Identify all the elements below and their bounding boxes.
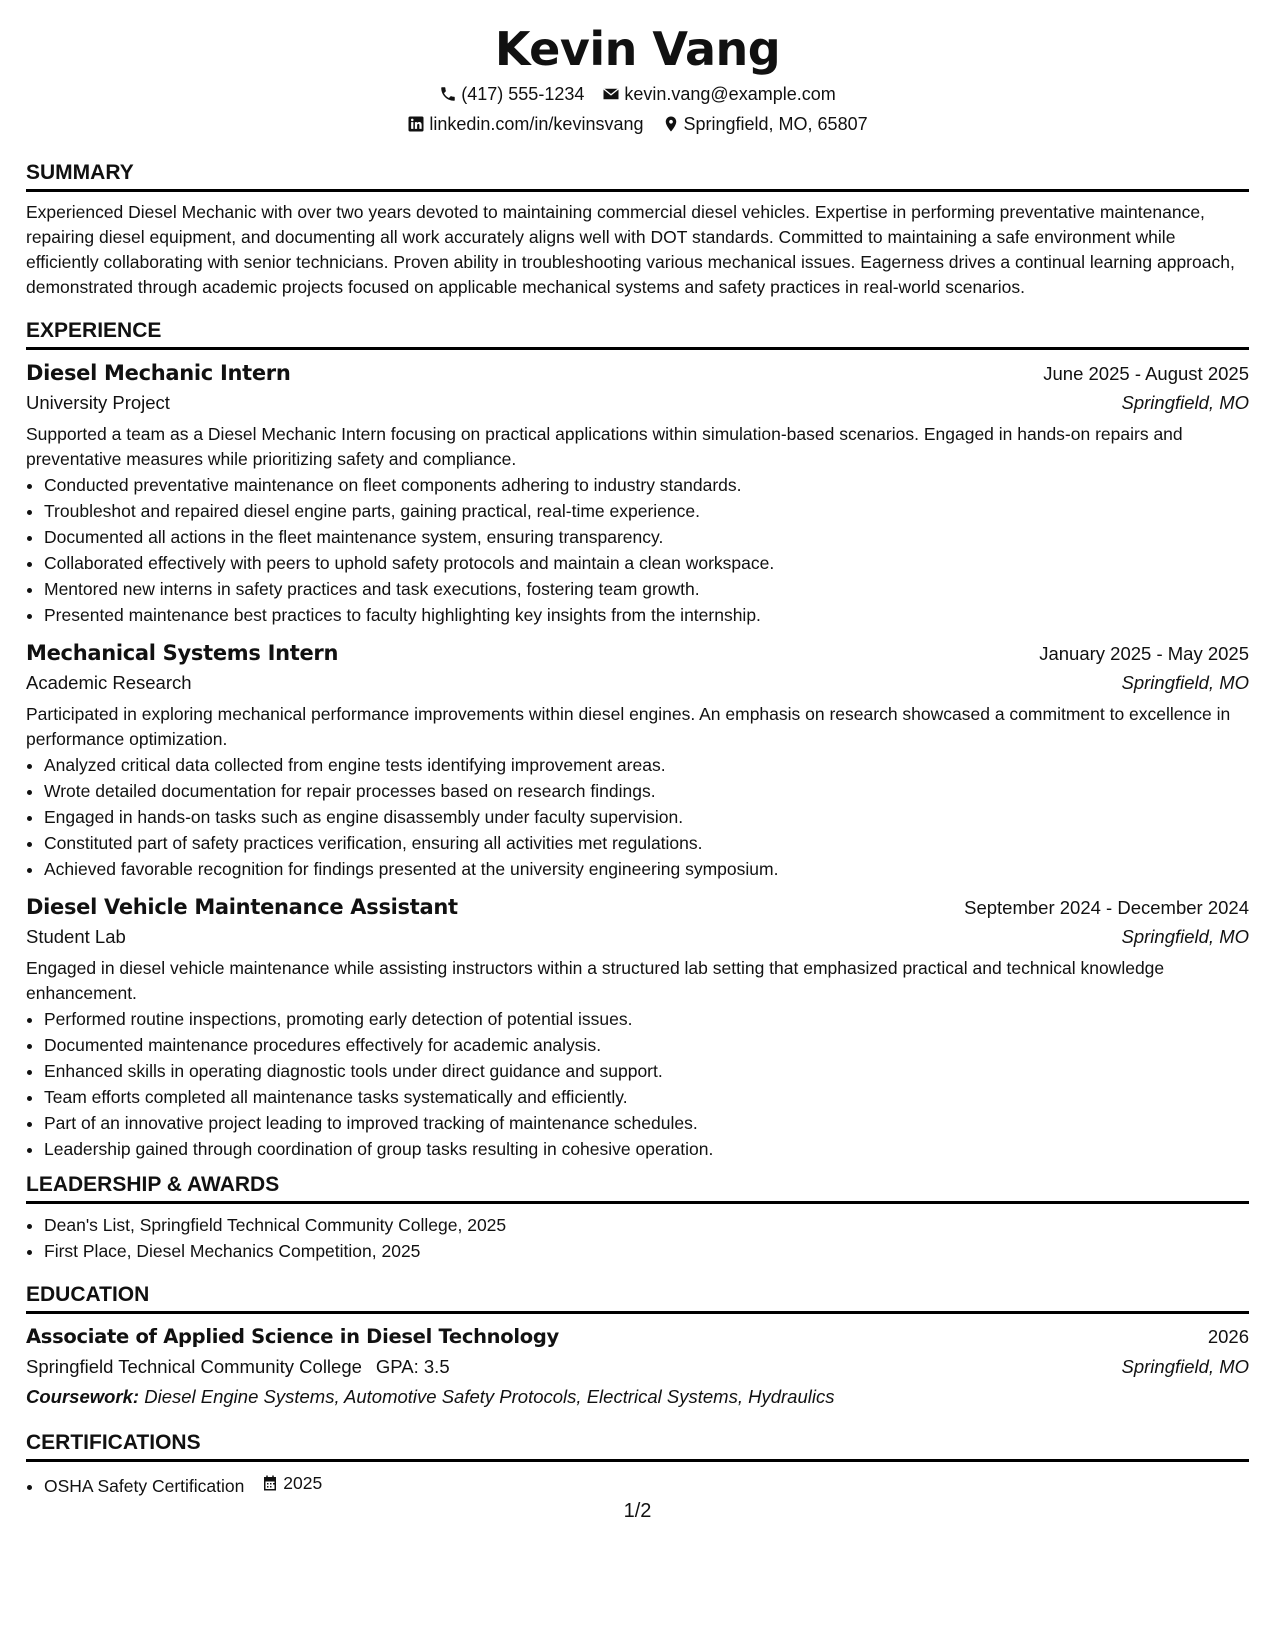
list-item: • Enhanced skills in operating diagnostic tools under direct guidance and support. xyxy=(44,1058,1249,1084)
contact-email[interactable] xyxy=(602,82,835,106)
list-item: • Engaged in hands-on tasks such as engine disassembly under faculty supervision. xyxy=(44,804,1249,830)
list-item: • First Place, Diesel Mechanics Competition, 2025 xyxy=(44,1238,1249,1264)
education-heading: EDUCATION xyxy=(26,1282,1249,1314)
experience-heading: EXPERIENCE xyxy=(26,318,1249,350)
list-item: • Dean's List, Springfield Technical Community College, 2025 xyxy=(44,1212,1249,1238)
contact-linkedin[interactable] xyxy=(407,112,643,136)
linkedin-icon xyxy=(407,115,425,133)
education-school-line xyxy=(26,1352,450,1382)
list-item: • Collaborated effectively with peers to uphold safety protocols and maintain a clean workspace. xyxy=(44,550,1249,576)
leadership-section xyxy=(26,1172,1249,1264)
location-text: Springfield, MO, 65807 xyxy=(683,114,868,134)
map-pin-icon xyxy=(662,115,680,133)
list-item: • Presented maintenance best practices to faculty highlighting key insights from the internship. xyxy=(44,602,1249,628)
resume-page xyxy=(26,0,1249,1499)
calendar-icon xyxy=(261,1474,279,1492)
phone-icon xyxy=(439,85,457,103)
education-school: Springfield Technical Community College xyxy=(26,1356,362,1377)
list-item: • Documented maintenance procedures effectively for academic analysis. xyxy=(44,1032,1249,1058)
education-location: Springfield, MO xyxy=(1121,1356,1249,1377)
linkedin-text[interactable]: linkedin.com/in/kevinsvang xyxy=(429,114,644,134)
list-item: • Troubleshot and repaired diesel engine parts, gaining practical, real-time experience. xyxy=(44,498,1249,524)
job-description: Supported a team as a Diesel Mechanic Intern focusing on practical applications within simulation-based scenarios. Engaged in hands-on repairs and preventative measures while prioritizing safety and compliance. xyxy=(26,424,1183,469)
job-dates: January 2025 - May 2025 xyxy=(1039,643,1249,664)
experience-section xyxy=(26,318,1249,1162)
job-organization: University Project xyxy=(26,392,170,413)
job-location: Springfield, MO xyxy=(1121,392,1249,413)
job-entry xyxy=(26,892,1249,1162)
summary-text: Experienced Diesel Mechanic with over two years devoted to maintaining commercial diesel vehicles. Expertise in performing preventative maintenance, repairing diesel equipment, and documenting all work accurately aligns well with DOT standards. Committed to maintaining a safe environment while efficiently collaborating with senior technicians. Proven ability in troubleshooting various mechanical issues. Eagerness drives a continual learning approach, demonstrated through academic projects focused on applicable mechanical systems and safety practices in real-world scenarios. xyxy=(26,202,1235,297)
certifications-list xyxy=(26,1470,1249,1499)
job-dates: June 2025 - August 2025 xyxy=(1043,363,1249,384)
list-item: • Constituted part of safety practices verification, ensuring all activities met regulations. xyxy=(44,830,1249,856)
education-section xyxy=(26,1282,1249,1412)
job-bullets xyxy=(26,472,1249,628)
list-item: • Wrote detailed documentation for repair processes based on research findings. xyxy=(44,778,1249,804)
job-location: Springfield, MO xyxy=(1121,672,1249,693)
education-year: 2026 xyxy=(1207,1326,1249,1347)
job-description: Engaged in diesel vehicle maintenance while assisting instructors within a structured lab setting that emphasized practical and technical knowledge enhancement. xyxy=(26,958,1165,1003)
contact-location xyxy=(662,112,868,136)
coursework-text: Diesel Engine Systems, Automotive Safety Protocols, Electrical Systems, Hydraulics xyxy=(144,1386,835,1407)
certifications-section xyxy=(26,1430,1249,1499)
page-number: 1/2 xyxy=(623,1500,652,1522)
education-degree: Associate of Applied Science in Diesel Technology xyxy=(26,1325,559,1348)
summary-heading: SUMMARY xyxy=(26,160,1249,192)
list-item: • Part of an innovative project leading to improved tracking of maintenance schedules. xyxy=(44,1110,1249,1136)
job-description: Participated in exploring mechanical performance improvements within diesel engines. An emphasis on research showcased a commitment to excellence in performance optimization. xyxy=(26,704,1231,749)
list-item: • Analyzed critical data collected from engine tests identifying improvement areas. xyxy=(44,752,1249,778)
job-dates: September 2024 - December 2024 xyxy=(964,897,1249,918)
contact-row-2 xyxy=(26,112,1249,136)
candidate-name: Kevin Vang xyxy=(494,22,781,76)
list-item: • Leadership gained through coordination of group tasks resulting in cohesive operation. xyxy=(44,1136,1249,1162)
certification-name: OSHA Safety Certification xyxy=(44,1476,245,1496)
list-item: • Performed routine inspections, promoting early detection of potential issues. xyxy=(44,1006,1249,1032)
certifications-heading: CERTIFICATIONS xyxy=(26,1430,1249,1462)
job-organization: Academic Research xyxy=(26,672,192,693)
job-location: Springfield, MO xyxy=(1121,926,1249,947)
list-item xyxy=(44,1470,1249,1499)
list-item: • Documented all actions in the fleet maintenance system, ensuring transparency. xyxy=(44,524,1249,550)
education-coursework xyxy=(26,1382,1249,1412)
list-item: • Team efforts completed all maintenance tasks systematically and efficiently. xyxy=(44,1084,1249,1110)
email-text[interactable]: kevin.vang@example.com xyxy=(624,84,836,104)
list-item: • Mentored new interns in safety practices and task executions, fostering team growth. xyxy=(44,576,1249,602)
job-title: Mechanical Systems Intern xyxy=(26,641,339,665)
summary-section xyxy=(26,160,1249,300)
job-organization: Student Lab xyxy=(26,926,126,947)
leadership-heading: LEADERSHIP & AWARDS xyxy=(26,1172,1249,1204)
job-title: Diesel Vehicle Maintenance Assistant xyxy=(26,895,458,919)
education-gpa: GPA: 3.5 xyxy=(375,1356,450,1377)
contact-phone xyxy=(439,82,584,106)
envelope-icon xyxy=(602,85,620,103)
phone-text: (417) 555-1234 xyxy=(461,84,585,104)
list-item: • Conducted preventative maintenance on fleet components adhering to industry standards. xyxy=(44,472,1249,498)
leadership-list xyxy=(26,1212,1249,1264)
coursework-label: Coursework: xyxy=(26,1386,140,1407)
job-entry xyxy=(26,358,1249,628)
job-title: Diesel Mechanic Intern xyxy=(26,361,291,385)
job-entry xyxy=(26,638,1249,882)
certification-date xyxy=(261,1470,322,1496)
contact-row-1 xyxy=(26,82,1249,106)
job-bullets xyxy=(26,752,1249,882)
job-bullets xyxy=(26,1006,1249,1162)
list-item: • Achieved favorable recognition for findings presented at the university engineering symposium. xyxy=(44,856,1249,882)
certification-year: 2025 xyxy=(283,1473,323,1493)
